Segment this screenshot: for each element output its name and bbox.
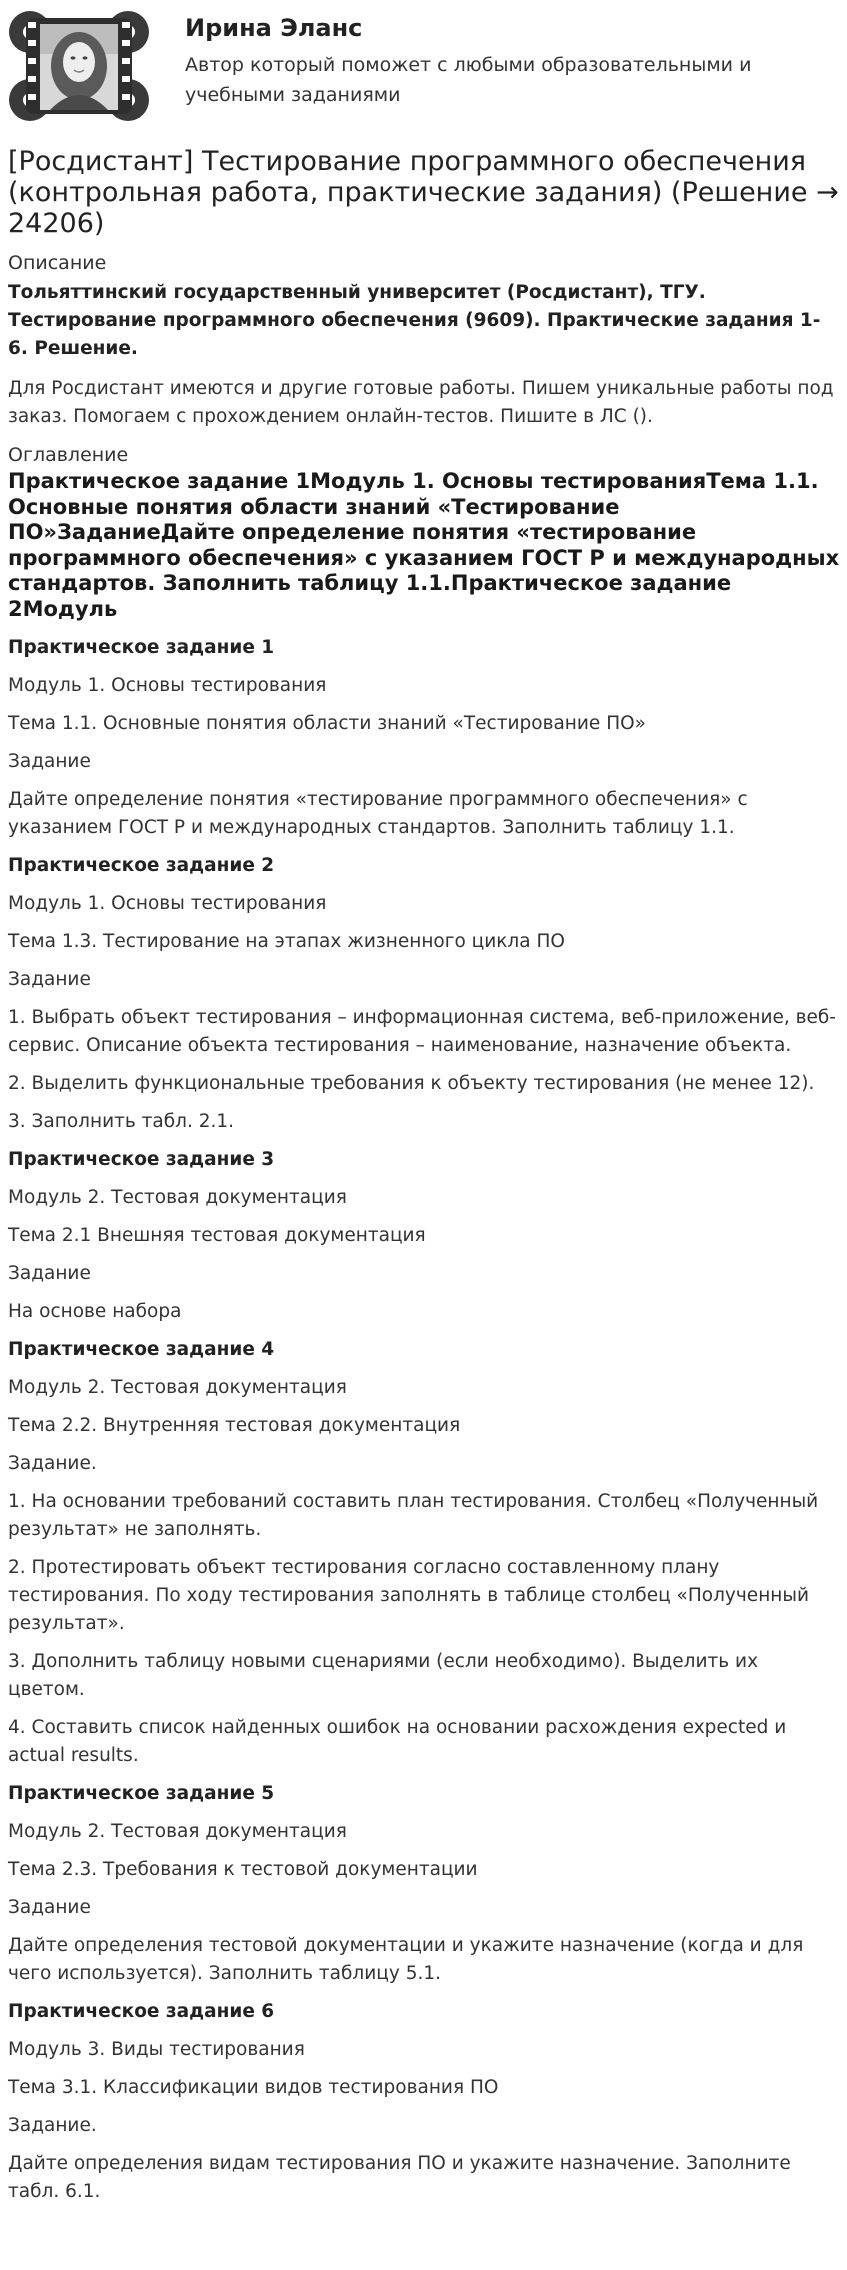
task-list xyxy=(8,634,840,2206)
task-title: Практическое задание 4 xyxy=(8,1339,275,1360)
task-line: Модуль 2. Тестовая документация xyxy=(8,1377,347,1398)
task-line: Задание xyxy=(8,751,91,772)
task-title: Практическое задание 5 xyxy=(8,1783,275,1804)
description-summary: Тольяттинский государственный университет (Росдистант), ТГУ. Тестирование программного обеспечения (9609). Практические задания 1-6. Решение. xyxy=(8,282,821,359)
author-name[interactable]: Ирина Эланс xyxy=(185,14,363,42)
task-line: Модуль 1. Основы тестирования xyxy=(8,893,327,914)
task-line: Модуль 2. Тестовая документация xyxy=(8,1187,347,1208)
task-section xyxy=(8,852,840,1136)
task-title: Практическое задание 3 xyxy=(8,1149,275,1170)
toc-text: Практическое задание 1Модуль 1. Основы тестированияТема 1.1. Основные понятия области знаний «Тестирование ПО»ЗаданиеДайте определение понятия «тестирование программного обеспечения» с указанием ГОСТ Р и международных стандартов. Заполнить таблицу 1.1.Практическое задание 2Модуль xyxy=(8,469,840,621)
task-line: Модуль 2. Тестовая документация xyxy=(8,1821,347,1842)
task-line: Дайте определения видам тестирования ПО и укажите назначение. Заполните табл. 6.1. xyxy=(8,2153,791,2202)
task-line: Задание xyxy=(8,969,91,990)
author-card xyxy=(0,0,847,130)
task-line: Задание. xyxy=(8,1453,97,1474)
avatar[interactable] xyxy=(8,10,150,122)
task-line: Модуль 1. Основы тестирования xyxy=(8,675,327,696)
task-line: Задание xyxy=(8,1897,91,1918)
task-line: Дайте определения тестовой документации и укажите назначение (когда и для чего используется). Заполнить таблицу 5.1. xyxy=(8,1935,804,1984)
task-line: Модуль 3. Виды тестирования xyxy=(8,2039,305,2060)
main-content xyxy=(8,146,840,2216)
task-line: Тема 2.1 Внешняя тестовая документация xyxy=(8,1225,426,1246)
task-line: 2. Протестировать объект тестирования согласно составленному плану тестирования. По ходу тестирования заполнять в таблице столбец «Полученный результат». xyxy=(8,1557,810,1634)
task-line: 3. Дополнить таблицу новыми сценариями (если необходимо). Выделить их цветом. xyxy=(8,1651,759,1700)
task-line: 1. На основании требований составить план тестирования. Столбец «Полученный результат» не заполнять. xyxy=(8,1491,819,1540)
task-line: Тема 1.3. Тестирование на этапах жизненного цикла ПО xyxy=(8,931,565,952)
description-text: Для Росдистант имеются и другие готовые работы. Пишем уникальные работы под заказ. Помогаем с прохождением онлайн-тестов. Пишите в ЛС (). xyxy=(8,378,834,427)
task-section xyxy=(8,1780,840,1988)
task-line: Задание xyxy=(8,1263,91,1284)
author-description: Автор который поможет с любыми образовательными и учебными заданиями xyxy=(185,54,752,106)
task-line: 4. Составить список найденных ошибок на основании расхождения expected и actual results. xyxy=(8,1717,787,1766)
toc-label: Оглавление xyxy=(8,444,129,466)
avatar-image xyxy=(8,10,150,122)
task-line: Тема 2.2. Внутренняя тестовая документация xyxy=(8,1415,461,1436)
description-label: Описание xyxy=(8,252,107,274)
task-line: 2. Выделить функциональные требования к объекту тестирования (не менее 12). xyxy=(8,1073,815,1094)
task-section xyxy=(8,1146,840,1326)
task-line: Задание. xyxy=(8,2115,97,2136)
task-line: На основе набора xyxy=(8,1301,182,1322)
task-line: Тема 3.1. Классификации видов тестирования ПО xyxy=(8,2077,499,2098)
task-section xyxy=(8,634,840,842)
product-title: [Росдистант] Тестирование программного обеспечения (контрольная работа, практические задания) (Решение → 24206) xyxy=(8,146,839,239)
task-title: Практическое задание 6 xyxy=(8,2001,275,2022)
task-line: 3. Заполнить табл. 2.1. xyxy=(8,1111,235,1132)
task-line: Дайте определение понятия «тестирование программного обеспечения» с указанием ГОСТ Р и международных стандартов. Заполнить таблицу 1.1. xyxy=(8,789,748,838)
task-line: Тема 2.3. Требования к тестовой документации xyxy=(8,1859,478,1880)
task-title: Практическое задание 2 xyxy=(8,855,275,876)
task-section xyxy=(8,1336,840,1770)
task-section xyxy=(8,1998,840,2206)
task-line: Тема 1.1. Основные понятия области знаний «Тестирование ПО» xyxy=(8,713,646,734)
task-line: 1. Выбрать объект тестирования – информационная система, веб-приложение, веб-сервис. Описание объекта тестирования – наименование, назначение объекта. xyxy=(8,1007,836,1056)
task-title: Практическое задание 1 xyxy=(8,637,275,658)
